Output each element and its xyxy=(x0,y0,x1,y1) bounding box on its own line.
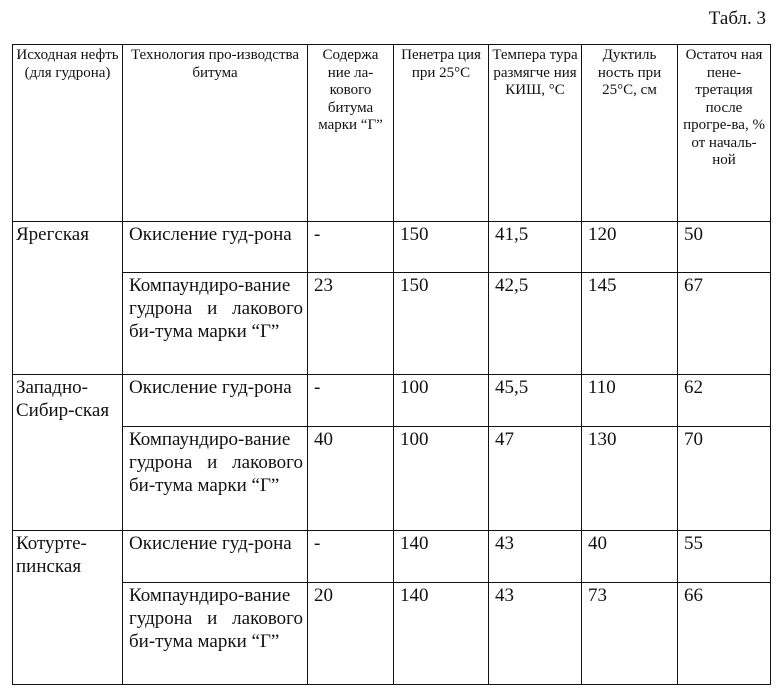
cell-source-oil: Западно-Сибир-ская xyxy=(13,375,123,531)
cell-softening-temp: 41,5 xyxy=(489,222,582,273)
cell-residual-penetration: 50 xyxy=(678,222,771,273)
header-row xyxy=(13,45,771,222)
cell-residual-penetration: 70 xyxy=(678,427,771,531)
cell-source-oil: Котурте-пинская xyxy=(13,531,123,685)
header-ductility: Дуктиль ность при 25°С, см xyxy=(582,45,678,222)
header-technology: Технология про-изводства битума xyxy=(123,45,308,222)
header-source-oil: Исходная нефть (для гудрона) xyxy=(13,45,123,222)
cell-softening-temp: 43 xyxy=(489,531,582,583)
cell-softening-temp: 42,5 xyxy=(489,273,582,375)
cell-ductility: 40 xyxy=(582,531,678,583)
table-row xyxy=(13,375,771,427)
cell-softening-temp: 47 xyxy=(489,427,582,531)
cell-ductility: 130 xyxy=(582,427,678,531)
cell-residual-penetration: 55 xyxy=(678,531,771,583)
cell-technology: Компаундиро-вание гудрона и лакового би-тума марки “Г” xyxy=(123,583,308,685)
cell-lacquer-content: - xyxy=(308,375,394,427)
cell-residual-penetration: 66 xyxy=(678,583,771,685)
cell-ductility: 73 xyxy=(582,583,678,685)
bitumen-properties-table xyxy=(12,44,771,685)
cell-ductility: 120 xyxy=(582,222,678,273)
cell-source-oil: Ярегская xyxy=(13,222,123,375)
header-residual-penetration: Остаточ ная пене-третация после прогре-ва, % от началь-ной xyxy=(678,45,771,222)
table-row xyxy=(13,427,771,531)
cell-penetration: 100 xyxy=(394,375,489,427)
cell-lacquer-content: - xyxy=(308,222,394,273)
cell-penetration: 150 xyxy=(394,273,489,375)
cell-technology: Окисление гуд-рона xyxy=(123,375,308,427)
table-row xyxy=(13,531,771,583)
table-row xyxy=(13,583,771,685)
cell-ductility: 110 xyxy=(582,375,678,427)
cell-technology: Окисление гуд-рона xyxy=(123,531,308,583)
cell-technology: Компаундиро-вание гудрона и лакового би-тума марки “Г” xyxy=(123,273,308,375)
cell-lacquer-content: 40 xyxy=(308,427,394,531)
cell-lacquer-content: 20 xyxy=(308,583,394,685)
table-caption: Табл. 3 xyxy=(708,8,766,29)
header-lacquer-content: Содержа ние ла-кового битума марки “Г” xyxy=(308,45,394,222)
cell-ductility: 145 xyxy=(582,273,678,375)
cell-penetration: 150 xyxy=(394,222,489,273)
cell-penetration: 140 xyxy=(394,583,489,685)
cell-penetration: 140 xyxy=(394,531,489,583)
cell-lacquer-content: - xyxy=(308,531,394,583)
cell-softening-temp: 45,5 xyxy=(489,375,582,427)
cell-softening-temp: 43 xyxy=(489,583,582,685)
cell-technology: Окисление гуд-рона xyxy=(123,222,308,273)
table-row xyxy=(13,222,771,273)
cell-residual-penetration: 62 xyxy=(678,375,771,427)
cell-technology: Компаундиро-вание гудрона и лакового би-тума марки “Г” xyxy=(123,427,308,531)
cell-residual-penetration: 67 xyxy=(678,273,771,375)
header-penetration: Пенетра ция при 25°С xyxy=(394,45,489,222)
cell-penetration: 100 xyxy=(394,427,489,531)
header-softening-temp: Темпера тура размягче ния КИШ, °С xyxy=(489,45,582,222)
cell-lacquer-content: 23 xyxy=(308,273,394,375)
table-row xyxy=(13,273,771,375)
